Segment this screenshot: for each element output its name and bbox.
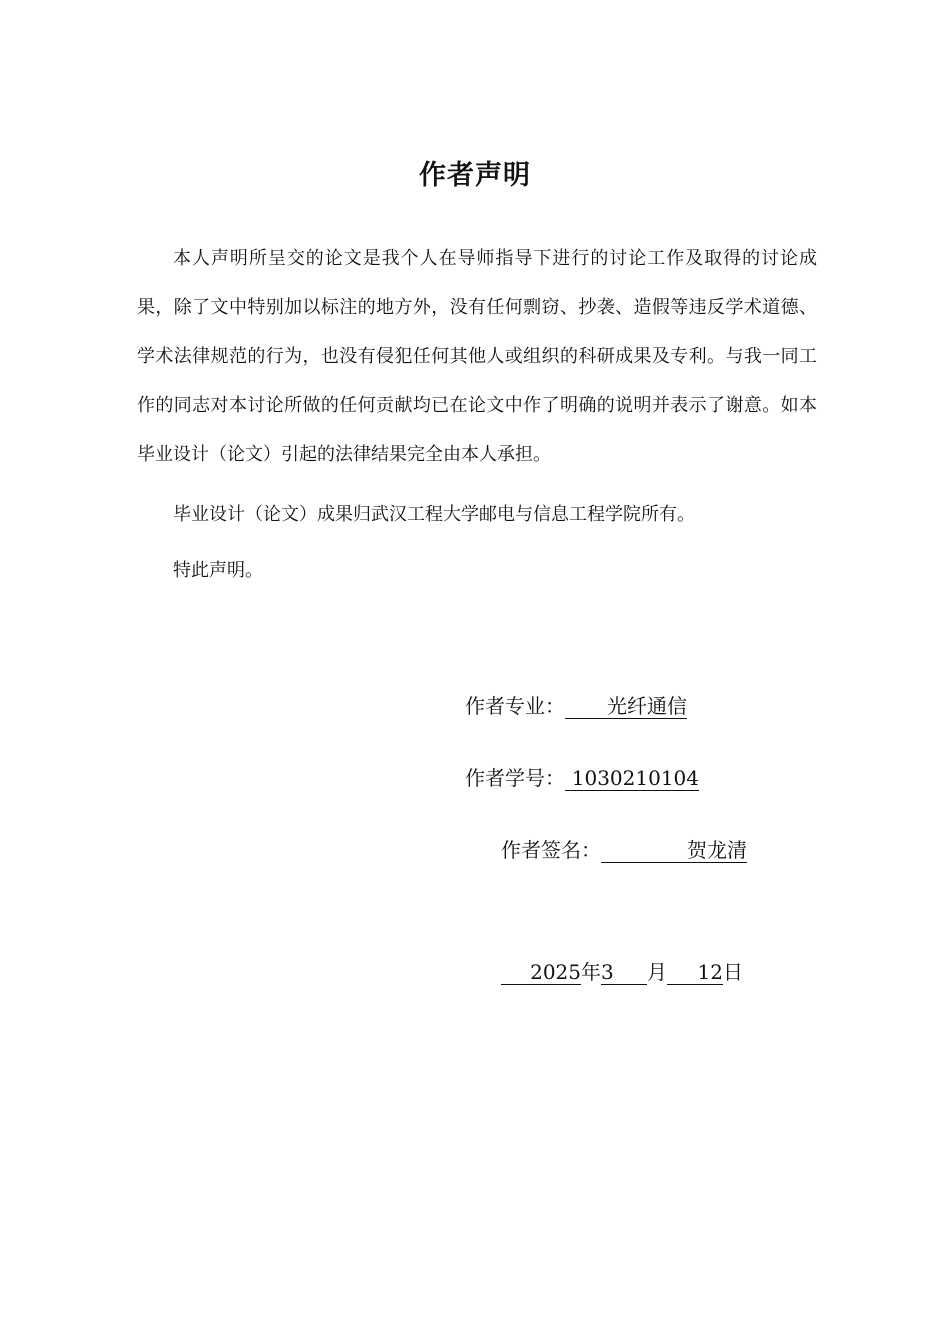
date-year-unit: 年 [581,960,601,984]
date-year: 2025 [501,960,581,985]
declaration-paragraph-2: 毕业设计（论文）成果归武汉工程大学邮电与信息工程学院所有。 [173,504,695,525]
date-line [501,958,743,986]
date-day: 12 [667,960,723,985]
date-month: 3 [601,960,647,985]
author-major-label: 作者专业： [465,694,565,718]
author-signature-line [501,836,747,864]
author-major-line [465,692,687,720]
author-id-label: 作者学号： [465,766,565,790]
author-id-line [465,764,699,792]
author-id-value: 1030210104 [565,766,699,791]
declaration-body [137,234,817,595]
date-month-unit: 月 [647,960,667,984]
declaration-paragraph-3: 特此声明。 [173,560,263,581]
author-signature-label: 作者签名： [501,838,601,862]
page-title: 作者声明 [419,160,531,191]
author-major-value: 光纤通信 [565,694,687,719]
declaration-paragraph-1: 本人声明所呈交的论文是我个人在导师指导下进行的讨论工作及取得的讨论成果，除了文中特别加以标注的地方外，没有任何剽窃、抄袭、造假等违反学术道德、学术法律规范的行为，也没有侵犯任何其他人或组织的科研成果及专利。与我一同工作的同志对本讨论所做的任何贡献均已在论文中作了明确的说明并表示了谢意。如本毕业设计（论文）引起的法律结果完全由本人承担。 [137,248,817,465]
date-day-unit: 日 [723,960,743,984]
author-signature-value: 贺龙清 [601,838,747,863]
